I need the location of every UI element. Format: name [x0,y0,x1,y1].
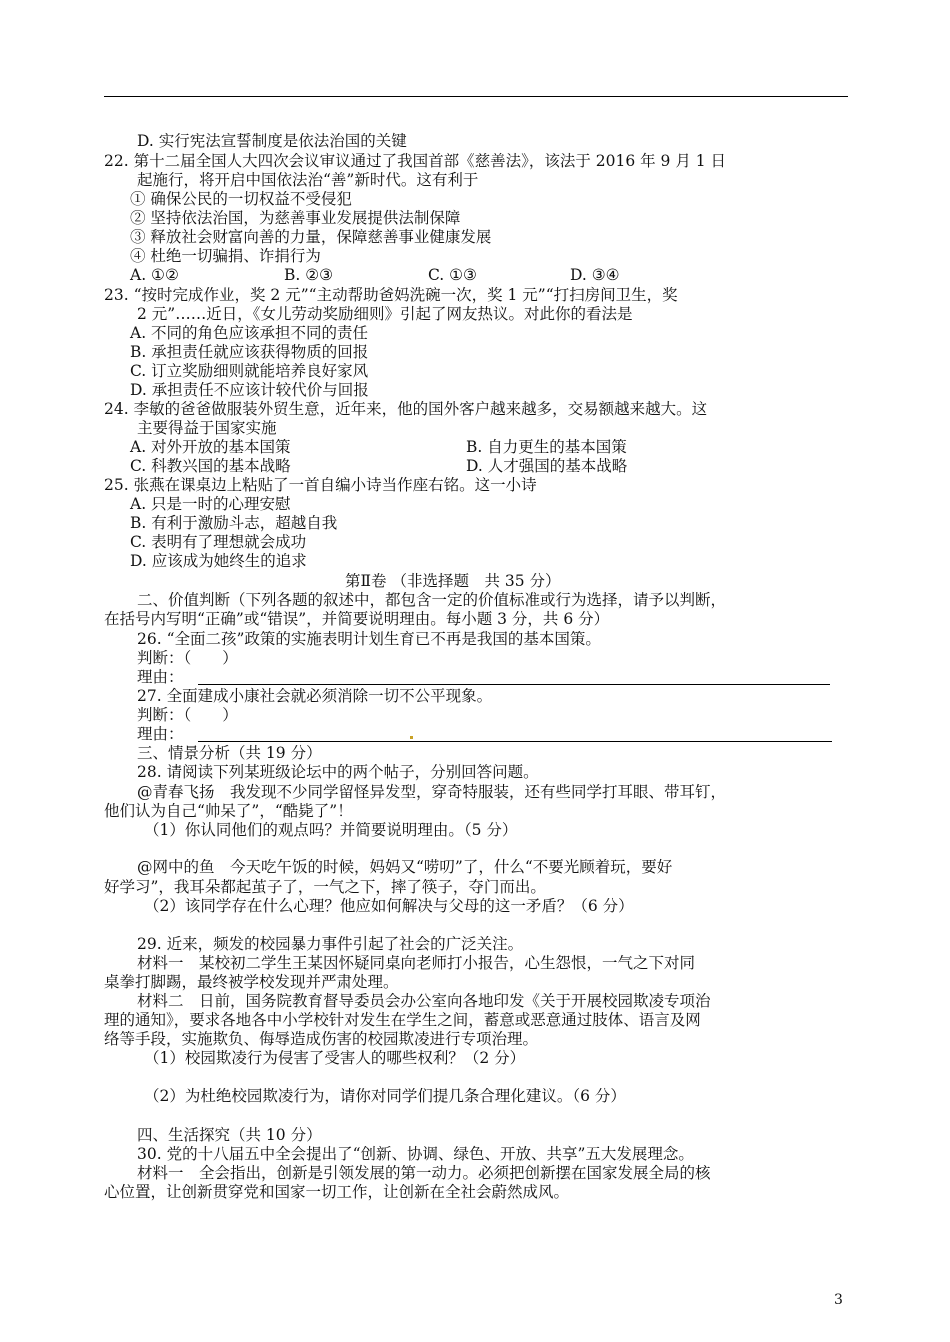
q30-material1-cont: 心位置，让创新贯穿党和国家一切工作，让创新在全社会蔚然成风。 [104,1183,570,1201]
q26-reason-label: 理由： [137,668,184,686]
q23-stem-cont: 2 元”……近日，《女儿劳动奖励细则》引起了网友热议。对此你的看法是 [137,305,633,323]
q29-material2-cont1: 理的通知》，要求各地各中小学校针对发生在学生之间，蓄意或恶意通过肢体、语言及网 [104,1011,701,1029]
q29-material1: 材料一 某校初二学生王某因怀疑同桌向老师打小报告，心生怨恨，一气之下对同 [137,954,696,972]
q25-stem: 25. 张燕在课桌边上粘贴了一首自编小诗当作座右铭。这一小诗 [104,476,537,494]
q22-item-1: ① 确保公民的一切权益不受侵犯 [130,190,352,208]
part2-heading: 第Ⅱ卷 （非选择题 共 35 分） [345,572,561,590]
q22-option-c: C. ①③ [428,266,477,284]
q28-post2-cont: 好学习”，我耳朵都起茧子了，一气之下，摔了筷子，夺门而出。 [104,878,546,896]
q24-option-b: B. 自力更生的基本国策 [466,438,627,456]
q23-option-a: A. 不同的角色应该承担不同的责任 [130,324,369,342]
q24-option-c: C. 科教兴国的基本战略 [130,457,291,475]
q24-stem: 24. 李敏的爸爸做服装外贸生意，近年来，他的国外客户越来越多，交易额越来越大。这 [104,400,708,418]
q22-option-b: B. ②③ [284,266,334,284]
q27-reason-label: 理由： [137,725,184,743]
q30-stem: 30. 党的十八届五中全会提出了“创新、协调、绿色、开放、共享”五大发展理念。 [137,1145,694,1163]
q29-material1-cont: 桌拳打脚踢，最终被学校发现并严肃处理。 [104,973,399,991]
q25-option-b: B. 有利于激励斗志，超越自我 [130,514,338,532]
q22-option-d: D. ③④ [570,266,620,284]
q23-option-d: D. 承担责任不应该计较代价与回报 [130,381,369,399]
q28-stem: 28. 请阅读下列某班级论坛中的两个帖子，分别回答问题。 [137,763,539,781]
stray-dot [410,736,413,739]
q22-options [130,265,830,285]
q22-option-a: A. ①② [130,266,179,284]
q24-options-row2 [130,456,830,476]
section4-heading: 四、生活探究（共 10 分） [137,1126,322,1144]
q25-option-c: C. 表明有了理想就会成功 [130,533,307,551]
q26-judgment: 判断：（ ） [137,649,238,667]
q24-option-a: A. 对外开放的基本国策 [130,438,291,456]
q29-sub2: （2）为杜绝校园欺凌行为，请你对同学们提几条合理化建议。（6 分） [144,1087,626,1105]
q21-option-d: D. 实行宪法宣誓制度是依法治国的关键 [137,132,407,150]
q22-stem-cont: 起施行，将开启中国依法治“善”新时代。这有利于 [137,171,479,189]
q22-item-4: ④ 杜绝一切骗捐、诈捐行为 [130,247,321,265]
q28-post1: @青春飞扬 我发现不少同学留怪异发型，穿奇特服装，还有些同学打耳眼、带耳钉， [137,783,727,801]
q22-item-2: ② 坚持依法治国，为慈善事业发展提供法制保障 [130,209,461,227]
q30-material1: 材料一 全会指出，创新是引领发展的第一动力。必须把创新摆在国家发展全局的核 [137,1164,711,1182]
q29-sub1: （1）校园欺凌行为侵害了受害人的哪些权利？（2 分） [144,1049,526,1067]
q24-option-d: D. 人才强国的基本战略 [466,457,628,475]
q27-reason-line [198,741,832,742]
q23-option-b: B. 承担责任就应该获得物质的回报 [130,343,369,361]
q28-post1-cont: 他们认为自己“帅呆了”，“酷毙了”！ [104,802,353,820]
q23-stem: 23. “按时完成作业，奖 2 元”“主动帮助爸妈洗碗一次，奖 1 元”“打扫房间卫生，奖 [104,286,678,304]
section2-instructions: 在括号内写明“正确”或“错误”，并简要说明理由。每小题 3 分，共 6 分） [104,610,610,628]
q28-sub2: （2）该同学存在什么心理？他应如何解决与父母的这一矛盾？（6 分） [144,897,634,915]
q24-stem-cont: 主要得益于国家实施 [137,419,277,437]
q24-options-row1 [130,437,830,457]
q29-material2-cont2: 络等手段，实施欺负、侮辱造成伤害的校园欺凌进行专项治理。 [104,1030,539,1048]
q27-stem: 27. 全面建成小康社会就必须消除一切不公平现象。 [137,687,493,705]
header-rule [104,96,848,97]
q28-post2: @网中的鱼 今天吃午饭的时候，妈妈又“唠叨”了，什么“不要光顾着玩，要好 [137,858,673,876]
q22-item-3: ③ 释放社会财富向善的力量，保障慈善事业健康发展 [130,228,492,246]
q29-stem: 29. 近来，频发的校园暴力事件引起了社会的广泛关注。 [137,935,524,953]
q23-option-c: C. 订立奖励细则就能培养良好家风 [130,362,369,380]
q25-option-d: D. 应该成为她终生的追求 [130,552,307,570]
q28-sub1: （1）你认同他们的观点吗？并简要说明理由。（5 分） [144,821,518,839]
q26-stem: 26. “全面二孩”政策的实施表明计划生育已不再是我国的基本国策。 [137,630,601,648]
q22-stem: 22. 第十二届全国人大四次会议审议通过了我国首部《慈善法》，该法于 2016 年 9 月 1 日 [104,152,727,170]
q27-judgment: 判断：（ ） [137,706,238,724]
q26-reason-line [198,684,830,685]
q29-material2: 材料二 日前，国务院教育督导委员会办公室向各地印发《关于开展校园欺凌专项治 [137,992,711,1010]
section2-heading: 二、价值判断（下列各题的叙述中，都包含一定的价值标准或行为选择，请予以判断， [137,591,727,609]
section3-heading: 三、情景分析（共 19 分） [137,744,322,762]
page-number: 3 [834,1292,843,1308]
q25-option-a: A. 只是一时的心理安慰 [130,495,291,513]
